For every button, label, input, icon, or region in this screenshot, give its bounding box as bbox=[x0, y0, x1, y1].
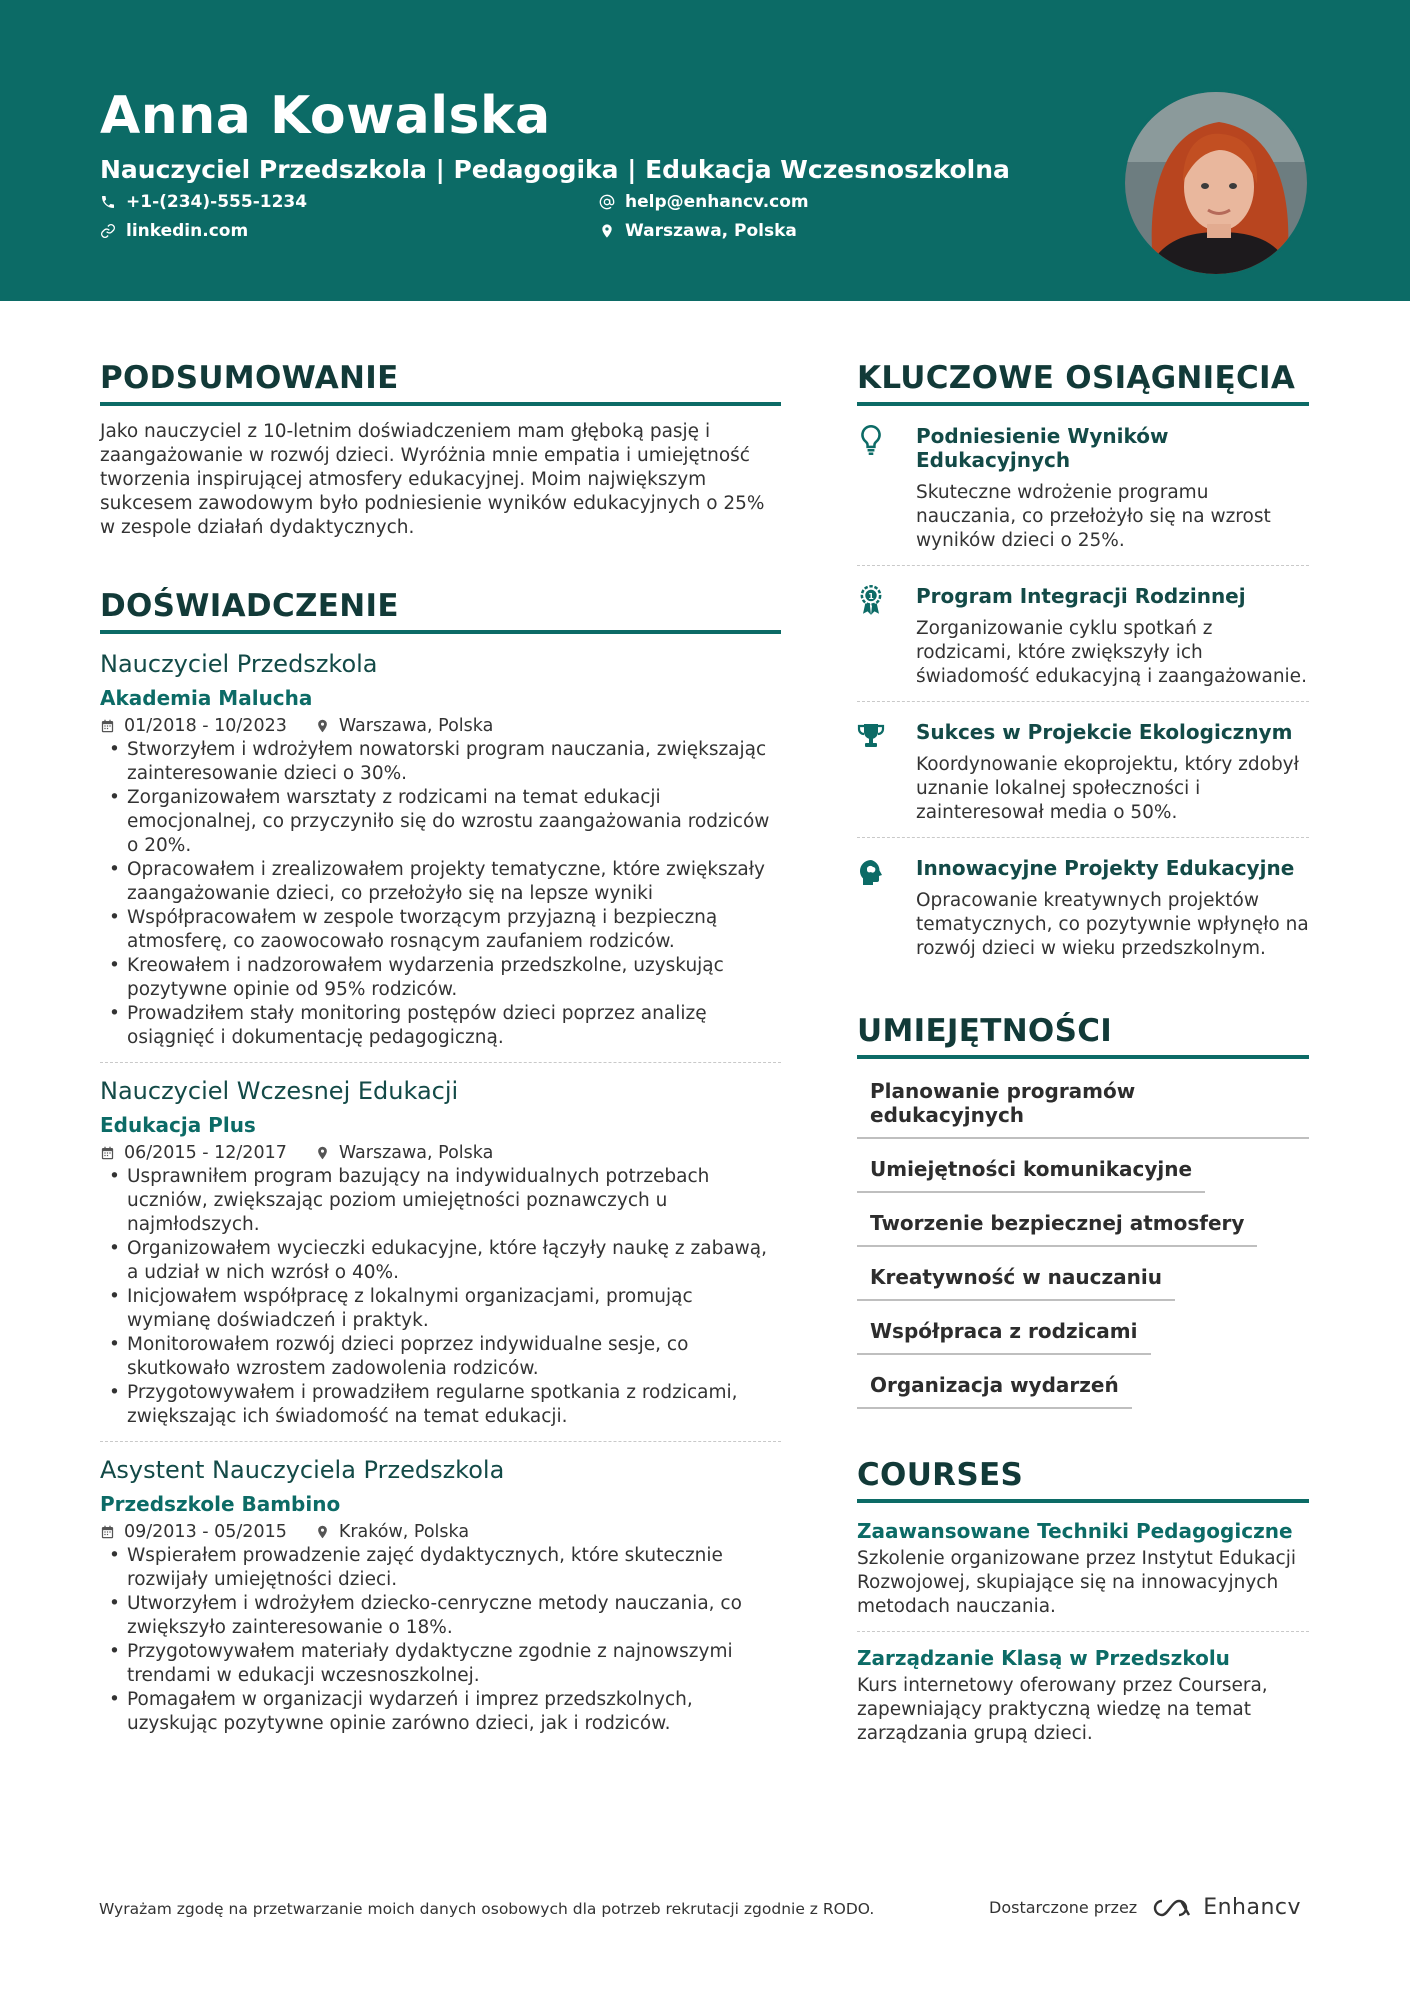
company-name: Przedszkole Bambino bbox=[100, 1492, 341, 1516]
svg-text:1: 1 bbox=[868, 591, 874, 601]
location-pin-icon bbox=[315, 1524, 330, 1540]
bullet-item: • Prowadziłem stały monitoring postępów dzieci poprzez analizę osiągnięć i dokumentację pedagogiczną. bbox=[100, 1002, 781, 1050]
experience-section bbox=[100, 588, 781, 1736]
email-address: help@enhancv.com bbox=[625, 192, 809, 212]
bullet-item: • Inicjowałem współpracę z lokalnymi organizacjami, promując wymianę doświadczeń i praktyk. bbox=[100, 1285, 781, 1333]
trophy-icon bbox=[857, 720, 885, 752]
job-title: Nauczyciel Wczesnej Edukacji bbox=[100, 1077, 459, 1105]
linkedin-url: linkedin.com bbox=[126, 221, 249, 241]
job-dates: 06/2015 - 12/2017 bbox=[124, 1143, 287, 1163]
course-title: Zaawansowane Techniki Pedagogiczne bbox=[857, 1519, 1293, 1543]
summary-text: Jako nauczyciel z 10-letnim doświadczeniem mam głęboką pasję i zaangażowanie w rozwój dzieci. Wyróżnia mnie empatia i umiejętność tworzenia inspirującej atmosfery edukacyjnej. Moim największym sukcesem zawodowym było podniesienie wyników edukacyjnych o 25% w zespole działań dydaktycznych. bbox=[100, 421, 765, 538]
phone-icon bbox=[100, 194, 116, 210]
course-item bbox=[857, 1519, 1309, 1619]
job-title: Asystent Nauczyciela Przedszkola bbox=[100, 1456, 505, 1484]
course-desc: Kurs internetowy oferowany przez Coursera, zapewniający praktyczną wiedzę na temat zarządzania grupą dzieci. bbox=[857, 1675, 1268, 1744]
at-sign-icon bbox=[599, 194, 615, 210]
course-title: Zarządzanie Klasą w Przedszkolu bbox=[857, 1646, 1230, 1670]
courses-section bbox=[857, 1457, 1309, 1746]
bullet-item: • Współpracowałem w zespole tworzącym przyjazną i bezpieczną atmosferę, co zaowocowało rosnącym zaufaniem rodziców. bbox=[100, 906, 781, 954]
location-text: Warszawa, Polska bbox=[625, 221, 797, 241]
skill-tag: Organizacja wydarzeń bbox=[857, 1359, 1132, 1409]
bullet-item: • Zorganizowałem warsztaty z rodzicami na temat edukacji emocjonalnej, co przyczyniło się do wzrostu zaangażowania rodziców o 20%. bbox=[100, 786, 781, 858]
resume-header bbox=[0, 0, 1410, 301]
bullet-item: • Usprawniłem program bazujący na indywidualnych potrzebach uczniów, zwiększając poziom umiejętności poznawczych u najmłodszych. bbox=[100, 1165, 781, 1237]
course-item bbox=[857, 1646, 1309, 1746]
lightbulb-icon bbox=[857, 424, 885, 456]
section-divider bbox=[857, 1499, 1309, 1503]
job-dates: 09/2013 - 05/2015 bbox=[124, 1522, 287, 1542]
achievements-heading: KLUCZOWE OSIĄGNIĘCIA bbox=[857, 360, 1296, 396]
achievement-desc: Zorganizowanie cyklu spotkań z rodzicami, które zwiększyły ich świadomość edukacyjną i zaangażowanie. bbox=[916, 618, 1307, 687]
bullet-item: • Przygotowywałem materiały dydaktyczne zgodnie z najnowszymi trendami w edukacji wczesnoszkolnej. bbox=[100, 1640, 781, 1688]
right-column bbox=[857, 360, 1309, 1746]
experience-heading: DOŚWIADCZENIE bbox=[100, 588, 399, 624]
bullet-item: • Monitorowałem rozwój dzieci poprzez indywidualne sesje, co skutkowało wzrostem zadowolenia rodziców. bbox=[100, 1333, 781, 1381]
calendar-icon bbox=[100, 1524, 115, 1540]
candidate-name: Anna Kowalska bbox=[100, 86, 551, 146]
job-bullets bbox=[100, 1544, 781, 1736]
bullet-item: • Przygotowywałem i prowadziłem regularne spotkania z rodzicami, zwiększając ich świadomość na temat edukacji. bbox=[100, 1381, 781, 1429]
job-location: Warszawa, Polska bbox=[338, 1143, 494, 1163]
achievement-title: Innowacyjne Projekty Edukacyjne bbox=[916, 856, 1295, 880]
skill-tag: Umiejętności komunikacyjne bbox=[857, 1143, 1205, 1193]
contact-phone[interactable] bbox=[100, 192, 307, 212]
infinity-logo-icon bbox=[1151, 1897, 1195, 1919]
course-divider bbox=[857, 1631, 1309, 1632]
skill-tag: Kreatywność w nauczaniu bbox=[857, 1251, 1175, 1301]
job-divider bbox=[100, 1441, 781, 1442]
section-divider bbox=[857, 1055, 1309, 1059]
calendar-icon bbox=[100, 1145, 115, 1161]
achievement-desc: Opracowanie kreatywnych projektów tematycznych, co pozytywnie wpłynęło na rozwój dzieci w wieku przedszkolnym. bbox=[916, 890, 1309, 959]
bullet-item: • Kreowałem i nadzorowałem wydarzenia przedszkolne, uzyskując pozytywne opinie od 95% rodziców. bbox=[100, 954, 781, 1002]
candidate-title: Nauczyciel Przedszkola | Pedagogika | Edukacja Wczesnoszkolna bbox=[100, 155, 1010, 184]
job-entry bbox=[100, 650, 781, 1063]
job-bullets bbox=[100, 1165, 781, 1429]
skills-heading: UMIEJĘTNOŚCI bbox=[857, 1013, 1113, 1049]
contact-location bbox=[599, 221, 797, 241]
course-desc: Szkolenie organizowane przez Instytut Edukacji Rozwojowej, skupiające się na innowacyjnych metodach nauczania. bbox=[857, 1548, 1297, 1617]
powered-by[interactable] bbox=[989, 1895, 1301, 1920]
bullet-item: • Utworzyłem i wdrożyłem dziecko-cenryczne metody nauczania, co zwiększyło zainteresowanie o 18%. bbox=[100, 1592, 781, 1640]
head-brain-icon bbox=[857, 856, 885, 888]
bullet-item: • Stworzyłem i wdrożyłem nowatorski program nauczania, zwiększając zainteresowanie dzieci o 30%. bbox=[100, 738, 781, 786]
portrait-illustration bbox=[1125, 92, 1310, 277]
contact-linkedin[interactable] bbox=[100, 221, 248, 241]
job-meta bbox=[100, 716, 781, 736]
achievement-item bbox=[857, 406, 1309, 565]
bullet-item: • Opracowałem i zrealizowałem projekty tematyczne, które zwiększały zaangażowanie dzieci, co przełożyło się na lepsze wyniki bbox=[100, 858, 781, 906]
left-column bbox=[100, 360, 781, 1736]
enhancv-logo[interactable] bbox=[1151, 1895, 1301, 1920]
job-dates: 01/2018 - 10/2023 bbox=[124, 716, 287, 736]
brand-name: Enhancv bbox=[1203, 1895, 1302, 1920]
skills-section bbox=[857, 1013, 1309, 1409]
profile-photo bbox=[1122, 89, 1310, 277]
job-entry bbox=[100, 1077, 781, 1442]
job-location: Warszawa, Polska bbox=[338, 716, 494, 736]
achievement-title: Program Integracji Rodzinnej bbox=[916, 584, 1246, 608]
link-icon bbox=[100, 223, 116, 239]
achievement-desc: Koordynowanie ekoprojektu, który zdobył uznanie lokalnej społeczności i zainteresował media o 50%. bbox=[916, 754, 1299, 823]
achievement-item bbox=[857, 838, 1309, 973]
location-pin-icon bbox=[599, 223, 615, 239]
bullet-item: • Pomagałem w organizacji wydarzeń i imprez przedszkolnych, uzyskując pozytywne opinie zarówno dzieci, jak i rodziców. bbox=[100, 1688, 781, 1736]
award-ribbon-icon bbox=[857, 584, 885, 616]
bullet-item: • Organizowałem wycieczki edukacyjne, które łączyły naukę z zabawą, a udział w nich wzrósł o 40%. bbox=[100, 1237, 781, 1285]
skill-tag: Tworzenie bezpiecznej atmosfery bbox=[857, 1197, 1257, 1247]
company-name: Akademia Malucha bbox=[100, 686, 313, 710]
summary-section bbox=[100, 360, 781, 540]
skill-tag: Współpraca z rodzicami bbox=[857, 1305, 1151, 1355]
achievement-item bbox=[857, 702, 1309, 837]
job-location: Kraków, Polska bbox=[338, 1522, 470, 1542]
job-meta bbox=[100, 1143, 781, 1163]
section-divider bbox=[100, 402, 781, 406]
bullet-item: • Wspierałem prowadzenie zajęć dydaktycznych, które skutecznie rozwijały umiejętności dzieci. bbox=[100, 1544, 781, 1592]
powered-by-label: Dostarczone przez bbox=[989, 1898, 1138, 1917]
location-pin-icon bbox=[315, 1145, 330, 1161]
achievement-item bbox=[857, 566, 1309, 701]
summary-heading: PODSUMOWANIE bbox=[100, 360, 399, 396]
calendar-icon bbox=[100, 718, 115, 734]
phone-number: +1-(234)-555-1234 bbox=[126, 192, 308, 212]
contact-email[interactable] bbox=[599, 192, 809, 212]
achievement-desc: Skuteczne wdrożenie programu nauczania, co przełożyło się na wzrost wyników dzieci o 25%. bbox=[916, 482, 1271, 551]
achievement-title: Podniesienie Wyników Edukacyjnych bbox=[916, 424, 1169, 472]
job-bullets bbox=[100, 738, 781, 1050]
job-title: Nauczyciel Przedszkola bbox=[100, 650, 378, 678]
company-name: Edukacja Plus bbox=[100, 1113, 256, 1137]
section-divider bbox=[100, 630, 781, 634]
job-entry bbox=[100, 1456, 781, 1736]
achievements-section bbox=[857, 360, 1309, 973]
consent-clause: Wyrażam zgodę na przetwarzanie moich danych osobowych dla potrzeb rekrutacji zgodnie z RODO. bbox=[99, 1900, 875, 1918]
location-pin-icon bbox=[315, 718, 330, 734]
courses-heading: COURSES bbox=[857, 1457, 1024, 1493]
achievement-title: Sukces w Projekcie Ekologicznym bbox=[916, 720, 1293, 744]
job-meta bbox=[100, 1522, 781, 1542]
skill-tag: Planowanie programów edukacyjnych bbox=[857, 1065, 1309, 1139]
job-divider bbox=[100, 1062, 781, 1063]
